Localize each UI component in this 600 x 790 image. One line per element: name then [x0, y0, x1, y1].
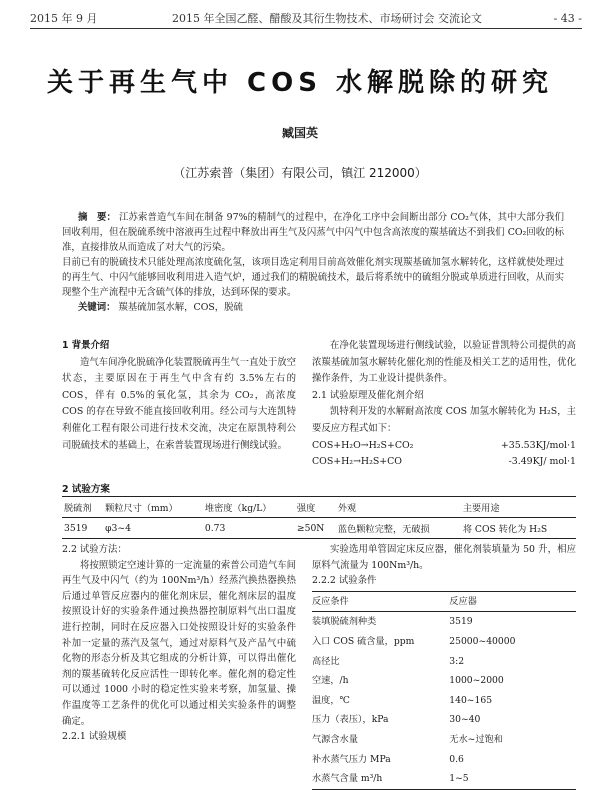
- table-row: 补水蒸气压力 MPa 0.6: [312, 753, 464, 765]
- right-column-bottom: [312, 542, 576, 790]
- table-row: 气源含水量 无水~过饱和: [312, 733, 503, 745]
- left-column-top: [62, 338, 296, 454]
- method-paragraph: 将按照锁定空速计算的一定流量的索普公司造气车间再生气及中闪气（约为 100Nm³/h）经蒸汽换热器换热后通过单管反应器内的催化剂床层，催化剂床层的温度按照设计好的实验条件通过换热器控制原料气出口温度进行控制，同时在反应器入口处按照设计好的实验条件补加一定量的蒸汽及氢气，通过对原料气及产品气中硫化物的形态分析及其它组成的分析计算，可以得出催化剂的羰基硫转化反应活性一即转化率。催化剂的稳定性可以通过 1000 小时的稳定性实验来考察，加氢量、操作温度等工艺条件的优化可以通过相关实验条件的调整确定。: [62, 559, 296, 727]
- principle-paragraph: 凯特利开发的水解耐高浓度 COS 加氢水解转化为 H₂S，主要反应方程式如下：: [312, 406, 576, 434]
- table-row: 3519 φ3~4 0.73 ≥50N 蓝色颗粒完整，无破损 将 COS 转化为 H₂S: [62, 518, 576, 539]
- section-heading-background: 1 背景介绍: [62, 340, 110, 351]
- affiliation: （江苏索普（集团）有限公司，镇江 212000）: [173, 166, 427, 180]
- table-header: 颗粒尺寸（mm）: [105, 503, 178, 514]
- table-row: 压力（表压），kPa 30~40: [312, 714, 481, 726]
- table-header: 堆密度（kg/L）: [204, 503, 272, 514]
- paper-title: 关于再生气中 COS 水解脱除的研究: [46, 68, 553, 98]
- section-heading-method: 2.2 试验方法：: [62, 544, 127, 555]
- right-column-top: [312, 338, 576, 471]
- equation-1: COS+H₂O→H₂S+CO₂ +35.53KJ/mol·1: [312, 439, 576, 451]
- table1-caption: 2 试验方案: [62, 484, 110, 495]
- section-heading-scale: 2.2.1 试验规模: [62, 731, 127, 743]
- background-paragraph: 造气车间净化脱硫净化装置脱硫再生气一直处于放空状态，主要原因在于再生气中含有约 3.5%左右的 COS，伴有 0.5%的氧化氢，其余为 CO₂，高浓度 COS 的存在导致不能直接回收利用。经公司与大连凯特利催化工程有限公司进行技术交流，决定在原凯特利公司脱硫技术的基础上，在索普装置现场进行侧线试验。: [62, 356, 296, 451]
- table-header: 外观: [337, 503, 357, 514]
- header-page-number: - 43 -: [553, 11, 582, 25]
- abstract-label: 摘 要：: [78, 212, 117, 223]
- catalyst-table: [62, 496, 576, 539]
- table-row: 空速，/h 1000~2000: [312, 675, 504, 687]
- reactor-paragraph: 实验选用单管固定床反应器，催化剂装填量为 50 升，相应原料气流量为 100Nm³/h。: [312, 544, 576, 571]
- left-column-bottom: [62, 542, 296, 745]
- table-row: 装填脱硫剂种类 3519: [312, 616, 473, 628]
- table-header: 脱硫剂: [64, 503, 92, 514]
- table-row: 温度，℃ 140~165: [312, 694, 493, 706]
- table-row: 入口 COS 硫含量，ppm 25000~40000: [312, 635, 516, 647]
- section-heading-principle: 2.1 试验原理及催化剂介绍: [312, 389, 424, 401]
- table-header: 主要用途: [462, 503, 500, 514]
- table-row: 水蒸气含量 m³/h 1~5: [312, 769, 576, 789]
- trial-intro-paragraph: 在净化装置现场进行侧线试验，以验证普凯特公司提供的高浓羰基硫加氢水解转化催化剂的性能及相关工艺的适用性，优化操作条件，为工业设计提供条件。: [312, 340, 576, 385]
- abstract-text: 江苏索普造气车间在制备 97%的精制气的过程中，在净化工序中会间断出部分 CO₂气体，其中大部分我们回收利用，但在脱硫系统中溶液再生过程中释放出再生气及闪蒸气中闪气中包含高浓度的羰基硫达不到我们 CO₂回收的标准，直接排放从而造成了对大气的污染。: [62, 212, 564, 253]
- keywords: 羰基硫加氢水解，COS，脱硫: [118, 302, 243, 313]
- running-header: [30, 8, 582, 29]
- header-journal: 2015 年全国乙醛、醋酸及其衍生物技术、市场研讨会 交流论文: [172, 12, 482, 25]
- table-row: 反应条件 反应器: [312, 591, 576, 612]
- equation-2: COS+H₂→H₂S+CO -3.49KJ/ mol·1: [312, 456, 576, 468]
- header-date: 2015 年 9 月: [30, 12, 98, 25]
- conditions-table: [312, 591, 576, 790]
- table-row: 高径比 3:2: [312, 655, 465, 667]
- table-header: 强度: [296, 503, 316, 514]
- abstract-text-2: 目前已有的脱硫技术只能处理高浓度硫化氢，该项目选定利用目前高效催化剂实现羰基硫加氢水解转化，这样就使处理过的再生气、中闪气能够回收利用进入造气炉，通过我们的精脱硫技术，最后将系统中的硫组分脱或单质进行回收，从而实现整个生产流程中无含硫气体的排放，达到环保的要求。: [62, 257, 564, 298]
- keywords-label: 关键词：: [78, 302, 116, 313]
- abstract: [62, 210, 564, 315]
- section-heading-conditions: 2.2.2 试验条件: [312, 575, 377, 587]
- author: 臧国英: [281, 126, 318, 140]
